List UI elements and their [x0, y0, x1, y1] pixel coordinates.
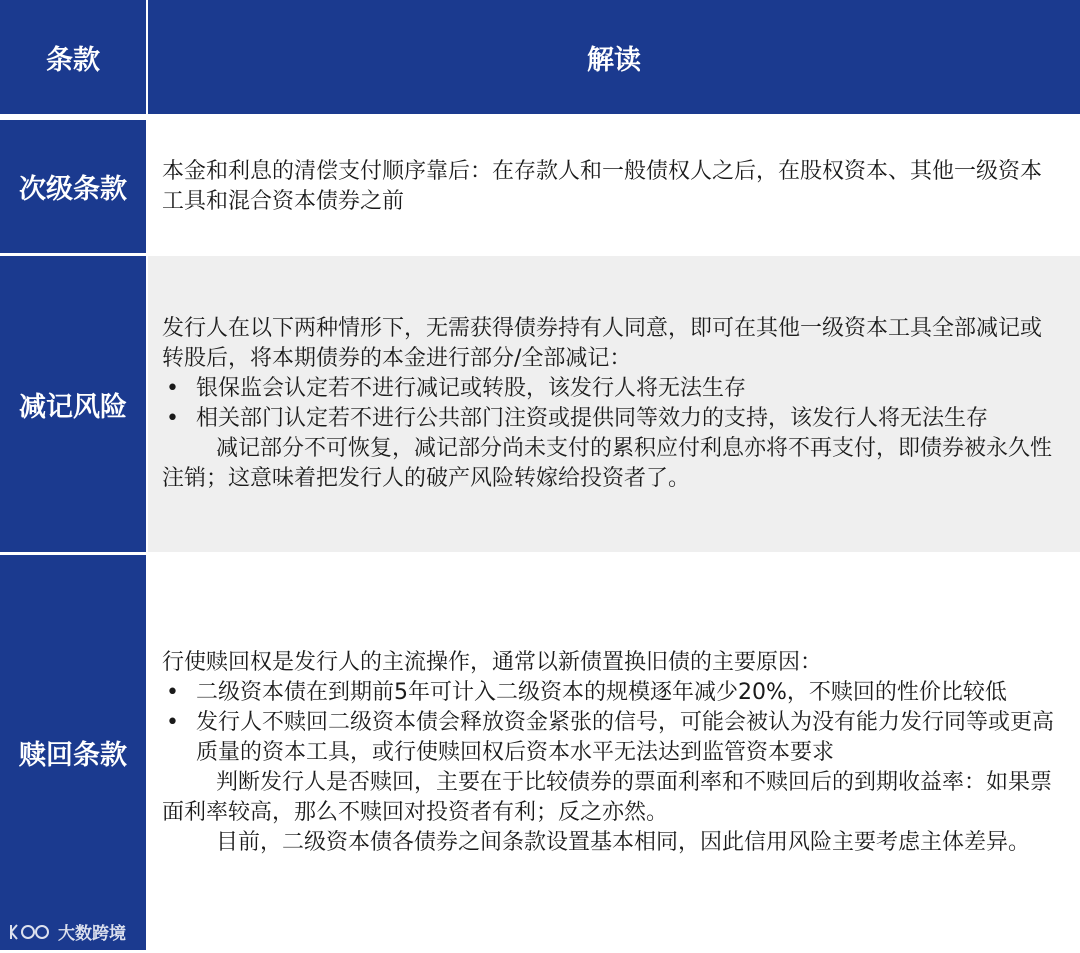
row-text: 本金和利息的清偿支付顺序靠后：在存款人和一般债权人之后，在股权资本、其他一级资本工具和混合资本债券之前	[162, 158, 1043, 214]
logo-icon	[8, 921, 52, 943]
bullet-icon: •	[166, 679, 179, 705]
row-content-redemption	[148, 555, 1080, 953]
row-content-writedown	[148, 256, 1080, 555]
row-label-redemption	[0, 555, 146, 953]
redemption-paragraph: 目前，二级资本债各债券之间条款设置基本相同，因此信用风险主要考虑主体差异。	[216, 829, 1031, 855]
bullet-icon: •	[166, 406, 179, 431]
redemption-intro: 行使赎回权是发行人的主流操作，通常以新债置换旧债的主要原因：	[162, 649, 823, 675]
bullet-icon: •	[166, 709, 179, 735]
list-item	[162, 678, 1058, 708]
list-item	[162, 404, 1058, 434]
list-item	[162, 374, 1058, 404]
row-label-writedown: 减记风险	[0, 256, 146, 555]
bullet-icon: •	[166, 376, 179, 401]
redemption-paragraph: 判断发行人是否赎回，主要在于比较债券的票面利率和不赎回后的到期收益率：如果票面利率较高，那么不赎回对投资者有利；反之亦然。	[162, 769, 1053, 825]
bullet-text: 银保监会认定若不进行减记或转股，该发行人将无法生存	[196, 376, 747, 401]
list-item	[162, 708, 1058, 768]
watermark	[8, 919, 126, 944]
bullet-text: 相关部门认定若不进行公共部门注资或提供同等效力的支持，该发行人将无法生存	[196, 406, 989, 431]
bullet-text: 二级资本债在到期前5年可计入二级资本的规模逐年减少20%，不赎回的性价比较低	[196, 679, 1007, 705]
header-interpretation: 解读	[148, 0, 1080, 120]
writedown-intro: 发行人在以下两种情形下，无需获得债券持有人同意，即可在其他一级资本工具全部减记或转股后，将本期债券的本金进行部分/全部减记：	[162, 316, 1043, 371]
watermark-text: 大数跨境	[58, 924, 126, 944]
header-terms: 条款	[0, 0, 146, 120]
writedown-paragraph: 减记部分不可恢复，减记部分尚未支付的累积应付利息亦将不再支付，即债券被永久性注销；这意味着把发行人的破产风险转嫁给投资者了。	[162, 436, 1053, 491]
row-content-subordination	[148, 120, 1080, 256]
bullet-text: 发行人不赎回二级资本债会释放资金紧张的信号，可能会被认为没有能力发行同等或更高质量的资本工具，或行使赎回权后资本水平无法达到监管资本要求	[196, 709, 1055, 765]
row-label-text: 赎回条款	[19, 740, 127, 771]
row-label-subordination: 次级条款	[0, 120, 146, 256]
